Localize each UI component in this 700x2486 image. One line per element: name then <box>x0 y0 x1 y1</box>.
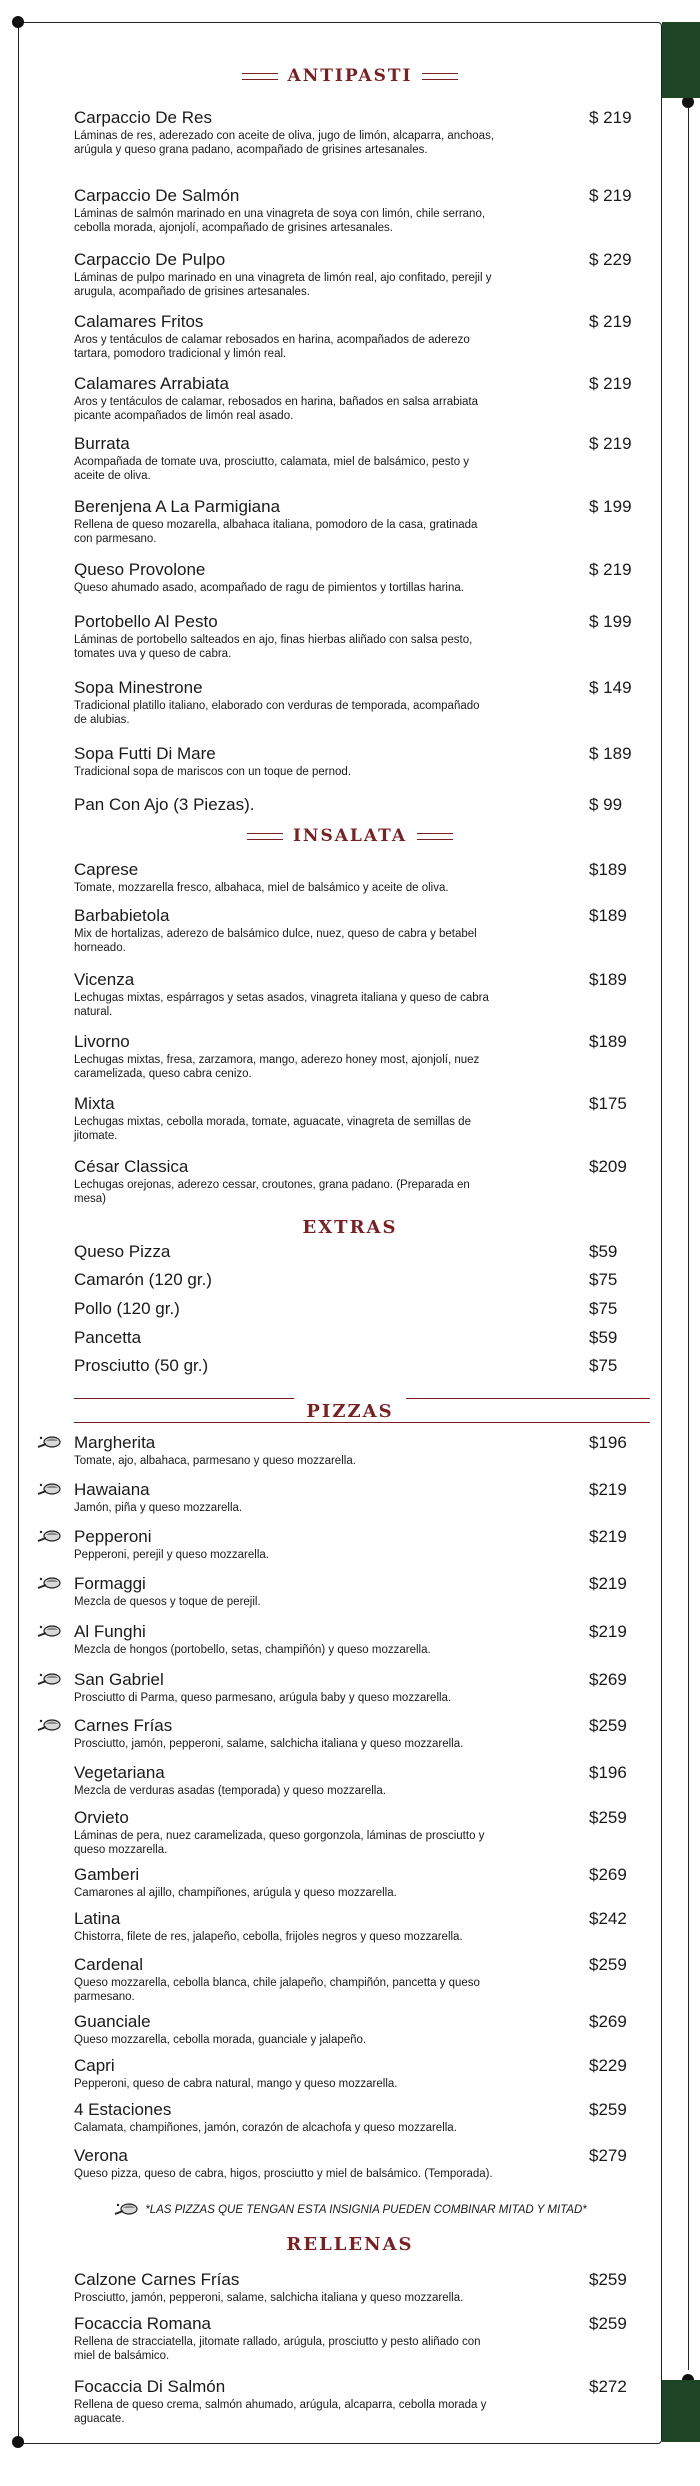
pizza-item <box>74 1622 654 1657</box>
antipasti-item <box>74 374 654 423</box>
rellenas-heading <box>0 2234 700 2255</box>
dish-description: Lechugas orejonas, aderezo cessar, croutones, grana padano. (Preparada en mesa) <box>74 1179 470 1205</box>
dish-name: Burrata <box>74 434 130 453</box>
dish-description: Mezcla de quesos y toque de perejil. <box>74 1596 261 1608</box>
dish-name: Livorno <box>74 1032 130 1051</box>
dish-name: Pepperoni <box>74 1527 152 1546</box>
dish-description: Mix de hortalizas, aderezo de balsámico dulce, nuez, queso de cabra y betabel horneado. <box>74 928 477 954</box>
pizza-peel-icon <box>36 1527 62 1547</box>
rellenas-item <box>74 2314 654 2363</box>
dish-price: $189 <box>589 1032 627 1051</box>
dish-description: Tradicional platillo italiano, elaborado con verduras de temporada, acompañado de alubias. <box>74 700 480 726</box>
dish-description: Láminas de pulpo marinado en una vinagreta de limón real, ajo confitado, perejil y arugula, acompañado de grisines artesanales. <box>74 272 492 298</box>
pizza-item <box>74 1670 654 1705</box>
dish-name: Caprese <box>74 860 139 879</box>
corner-dot-bottom-left <box>12 2436 24 2448</box>
dish-price: $259 <box>589 1955 627 1974</box>
dish-price: $175 <box>589 1094 627 1113</box>
pizza-item <box>74 1716 654 1751</box>
dish-price: $259 <box>589 1716 627 1735</box>
antipasti-item <box>74 560 654 595</box>
extras-item <box>74 1299 654 1319</box>
dish-description: Láminas de salmón marinado en una vinagreta de soya con limón, chile serrano, cebolla morada, ajonjolí, acompañado de grisines artesanales. <box>74 208 486 234</box>
dish-description: Aros y tentáculos de calamar, rebosados en harina, bañados en salsa arrabiata picante acompañados de limón real asado. <box>74 396 479 422</box>
antipasti-item <box>74 434 654 483</box>
dish-name: Cardenal <box>74 1955 143 1974</box>
section-title: RELLENAS <box>286 2234 414 2255</box>
dish-name: Calzone Carnes Frías <box>74 2270 240 2289</box>
extras-item <box>74 1242 654 1262</box>
section-title: PIZZAS <box>306 1401 394 1422</box>
dish-name: Sopa Futti Di Mare <box>74 744 216 763</box>
dish-price: $ 219 <box>589 560 632 579</box>
dish-name: Focaccia Romana <box>74 2314 212 2333</box>
pizza-item <box>74 1763 654 1798</box>
dish-description: Pepperoni, perejil y queso mozzarella. <box>74 1549 269 1561</box>
dish-name: Barbabietola <box>74 906 170 925</box>
rellenas-item <box>74 2377 654 2426</box>
antipasti-item <box>74 612 654 661</box>
antipasti-item <box>74 795 654 815</box>
dish-price: $229 <box>589 2056 627 2075</box>
insalata-item <box>74 860 654 895</box>
dish-description: Prosciutto, jamón, pepperoni, salame, salchicha italiana y queso mozzarella. <box>74 2292 464 2304</box>
dish-description: Lechugas mixtas, cebolla morada, tomate, aguacate, vinagreta de semillas de jitomate. <box>74 1116 471 1142</box>
dish-price: $219 <box>589 1574 627 1593</box>
pizza-item <box>74 2146 654 2181</box>
pizza-item <box>74 1527 654 1562</box>
heading-ornament <box>242 73 278 80</box>
dish-price: $269 <box>589 2012 627 2031</box>
dish-description: Láminas de res, aderezado con aceite de oliva, jugo de limón, alcaparra, anchoas, arúgula y queso grana padano, acompañado de grisines artesanales. <box>74 130 495 156</box>
pizzas-rule-under <box>74 1422 650 1423</box>
dish-price: $75 <box>589 1299 618 1318</box>
pizza-item <box>74 1480 654 1515</box>
dish-name: Verona <box>74 2146 128 2165</box>
dish-price: $196 <box>589 1763 627 1782</box>
dish-description: Acompañada de tomate uva, prosciutto, calamata, miel de balsámico, pesto y aceite de oliva. <box>74 456 470 482</box>
dish-name: Berenjena A La Parmigiana <box>74 497 281 516</box>
heading-ornament <box>247 833 283 840</box>
dish-description: Tomate, ajo, albahaca, parmesano y queso mozzarella. <box>74 1455 356 1467</box>
pizza-peel-icon <box>36 1433 62 1453</box>
dish-description: Tradicional sopa de mariscos con un toque de pernod. <box>74 766 352 778</box>
dish-description: Pepperoni, queso de cabra natural, mango y queso mozzarella. <box>74 2078 398 2090</box>
pizza-item <box>74 1808 654 1857</box>
dish-description: Rellena de queso crema, salmón ahumado, arúgula, alcaparra, cebolla morada y aguacate. <box>74 2399 487 2425</box>
extras-item <box>74 1356 654 1376</box>
dish-price: $259 <box>589 1808 627 1827</box>
pizza-item <box>74 2012 654 2047</box>
pizza-item <box>74 1865 654 1900</box>
dish-description: Láminas de portobello salteados en ajo, finas hierbas aliñado con salsa pesto, tomates uva y queso de cabra. <box>74 634 473 660</box>
dish-price: $ 229 <box>589 250 632 269</box>
dish-name: Pollo (120 gr.) <box>74 1299 180 1318</box>
dish-description: Mezcla de verduras asadas (temporada) y queso mozzarella. <box>74 1785 386 1797</box>
dish-price: $59 <box>589 1328 618 1347</box>
antipasti-item <box>74 250 654 299</box>
insalata-heading <box>0 826 700 846</box>
dish-name: Hawaiana <box>74 1480 150 1499</box>
dish-name: San Gabriel <box>74 1670 164 1689</box>
insalata-item <box>74 1032 654 1081</box>
dish-price: $ 199 <box>589 497 632 516</box>
dish-name: Gamberi <box>74 1865 140 1884</box>
dish-price: $209 <box>589 1157 627 1176</box>
dish-price: $259 <box>589 2314 627 2333</box>
dish-name: Orvieto <box>74 1808 129 1827</box>
dish-description: Mezcla de hongos (portobello, setas, champiñón) y queso mozzarella. <box>74 1644 431 1656</box>
antipasti-item <box>74 497 654 546</box>
heading-ornament <box>422 73 458 80</box>
dish-description: Rellena de stracciatella, jitomate rallado, arúgula, prosciutto y pesto aliñado con miel de balsámico. <box>74 2336 481 2362</box>
dish-price: $189 <box>589 860 627 879</box>
dish-price: $259 <box>589 2270 627 2289</box>
pizza-item <box>74 1955 654 2004</box>
dish-description: Prosciutto, jamón, pepperoni, salame, salchicha italiana y queso mozzarella. <box>74 1738 464 1750</box>
dish-description: Lechugas mixtas, fresa, zarzamora, mango, aderezo honey most, ajonjolí, nuez caramelizada, queso cabra cenizo. <box>74 1054 480 1080</box>
dish-price: $75 <box>589 1356 618 1375</box>
dish-name: Mixta <box>74 1094 115 1113</box>
dish-description: Calamata, champiñones, jamón, corazón de alcachofa y queso mozzarella. <box>74 2122 457 2134</box>
antipasti-heading <box>0 66 700 86</box>
pizza-peel-icon <box>36 1480 62 1500</box>
dish-price: $ 219 <box>589 312 632 331</box>
insalata-item <box>74 906 654 955</box>
dish-name: Latina <box>74 1909 121 1928</box>
dish-name: Guanciale <box>74 2012 151 2031</box>
dish-name: Calamares Arrabiata <box>74 374 229 393</box>
dish-name: Capri <box>74 2056 115 2075</box>
dish-description: Prosciutto di Parma, queso parmesano, arúgula baby y queso mozzarella. <box>74 1692 452 1704</box>
section-title: EXTRAS <box>302 1217 398 1238</box>
pizza-note-text: *LAS PIZZAS QUE TENGAN ESTA INSIGNIA PUEDEN COMBINAR MITAD Y MITAD* <box>145 2204 587 2217</box>
pizza-item <box>74 1909 654 1944</box>
dish-price: $ 219 <box>589 374 632 393</box>
dish-description: Rellena de queso mozarella, albahaca italiana, pomodoro de la casa, gratinada con parmesano. <box>74 519 478 545</box>
dish-price: $189 <box>589 970 627 989</box>
dish-price: $ 199 <box>589 612 632 631</box>
right-border-line <box>688 108 689 2370</box>
dish-name: Formaggi <box>74 1574 146 1593</box>
dish-price: $279 <box>589 2146 627 2165</box>
pizza-item <box>74 1433 654 1468</box>
dish-price: $75 <box>589 1270 618 1289</box>
dish-price: $ 149 <box>589 678 632 697</box>
green-band-top <box>662 22 700 98</box>
dish-description: Lechugas mixtas, espárragos y setas asados, vinagreta italiana y queso de cabra natural. <box>74 992 489 1018</box>
dish-description: Queso mozzarella, cebolla morada, guanciale y jalapeño. <box>74 2034 367 2046</box>
dish-price: $59 <box>589 1242 618 1261</box>
dish-price: $269 <box>589 1865 627 1884</box>
dish-description: Tomate, mozzarella fresco, albahaca, miel de balsámico y aceite de oliva. <box>74 882 449 894</box>
pizzas-rule-right <box>406 1398 650 1399</box>
dish-name: Carpaccio De Res <box>74 108 212 127</box>
dish-description: Láminas de pera, nuez caramelizada, queso gorgonzola, láminas de prosciutto y queso mozzarella. <box>74 1830 485 1856</box>
dish-name: Carnes Frías <box>74 1716 173 1735</box>
dish-name: Pancetta <box>74 1328 142 1347</box>
dish-price: $242 <box>589 1909 627 1928</box>
green-band-bottom <box>662 2380 700 2442</box>
dish-name: Queso Pizza <box>74 1242 171 1261</box>
dish-name: Portobello Al Pesto <box>74 612 218 631</box>
insalata-item <box>74 1094 654 1143</box>
dish-description: Chistorra, filete de res, jalapeño, cebolla, frijoles negros y queso mozzarella. <box>74 1931 463 1943</box>
rellenas-item <box>74 2270 654 2305</box>
insalata-item <box>74 970 654 1019</box>
insalata-item <box>74 1157 654 1206</box>
dish-price: $ 219 <box>589 186 632 205</box>
dish-price: $259 <box>589 2100 627 2119</box>
dish-name: Calamares Fritos <box>74 312 204 331</box>
dish-name: Sopa Minestrone <box>74 678 203 697</box>
dish-name: Pan Con Ajo (3 Piezas). <box>74 795 255 814</box>
dish-description: Aros y tentáculos de calamar rebosados en harina, acompañados de aderezo tartara, pomodoro tradicional y limón real. <box>74 334 470 360</box>
dish-price: $196 <box>589 1433 627 1452</box>
extras-heading <box>0 1217 700 1238</box>
dish-price: $272 <box>589 2377 627 2396</box>
pizza-peel-icon <box>36 1670 62 1690</box>
extras-item <box>74 1328 654 1348</box>
dish-name: 4 Estaciones <box>74 2100 172 2119</box>
dish-price: $269 <box>589 1670 627 1689</box>
pizzas-heading <box>0 1401 700 1422</box>
antipasti-item <box>74 108 654 157</box>
antipasti-item <box>74 186 654 235</box>
dish-description: Jamón, piña y queso mozzarella. <box>74 1502 243 1514</box>
extras-item <box>74 1270 654 1290</box>
dish-price: $189 <box>589 906 627 925</box>
pizza-item <box>74 2056 654 2091</box>
pizza-item <box>74 2100 654 2135</box>
antipasti-item <box>74 744 654 779</box>
pizza-half-note <box>0 2200 700 2220</box>
dish-price: $ 219 <box>589 434 632 453</box>
dish-description: Camarones al ajillo, champiñones, arúgula y queso mozzarella. <box>74 1887 397 1899</box>
corner-dot-top-left <box>12 16 24 28</box>
pizzas-rule-left <box>74 1398 294 1399</box>
dish-description: Queso ahumado asado, acompañado de ragu de pimientos y tortillas harina. <box>74 582 464 594</box>
dish-name: Camarón (120 gr.) <box>74 1270 212 1289</box>
dish-name: Prosciutto (50 gr.) <box>74 1356 209 1375</box>
pizza-peel-icon <box>36 1716 62 1736</box>
pizza-peel-icon <box>113 2200 139 2220</box>
section-title: ANTIPASTI <box>287 66 413 86</box>
dish-price: $219 <box>589 1480 627 1499</box>
dish-price: $ 219 <box>589 108 632 127</box>
dish-description: Queso mozzarella, cebolla blanca, chile jalapeño, champiñón, pancetta y queso parmesano. <box>74 1977 480 2003</box>
dish-name: Focaccia Di Salmón <box>74 2377 226 2396</box>
dish-name: Al Funghi <box>74 1622 146 1641</box>
dish-description: Queso pizza, queso de cabra, higos, prosciutto y miel de balsámico. (Temporada). <box>74 2168 493 2180</box>
dish-name: Vegetariana <box>74 1763 165 1782</box>
pizza-item <box>74 1574 654 1609</box>
heading-ornament <box>417 833 453 840</box>
pizza-peel-icon <box>36 1622 62 1642</box>
dish-price: $219 <box>589 1622 627 1641</box>
antipasti-item <box>74 678 654 727</box>
dish-name: Carpaccio De Pulpo <box>74 250 226 269</box>
dish-price: $219 <box>589 1527 627 1546</box>
dish-name: Margherita <box>74 1433 156 1452</box>
dish-price: $ 189 <box>589 744 632 763</box>
antipasti-item <box>74 312 654 361</box>
dish-name: Carpaccio De Salmón <box>74 186 240 205</box>
dish-name: César Classica <box>74 1157 189 1176</box>
section-title: INSALATA <box>292 826 408 846</box>
dish-name: Queso Provolone <box>74 560 206 579</box>
dish-name: Vicenza <box>74 970 135 989</box>
dish-price: $ 99 <box>589 795 623 814</box>
pizza-peel-icon <box>36 1574 62 1594</box>
